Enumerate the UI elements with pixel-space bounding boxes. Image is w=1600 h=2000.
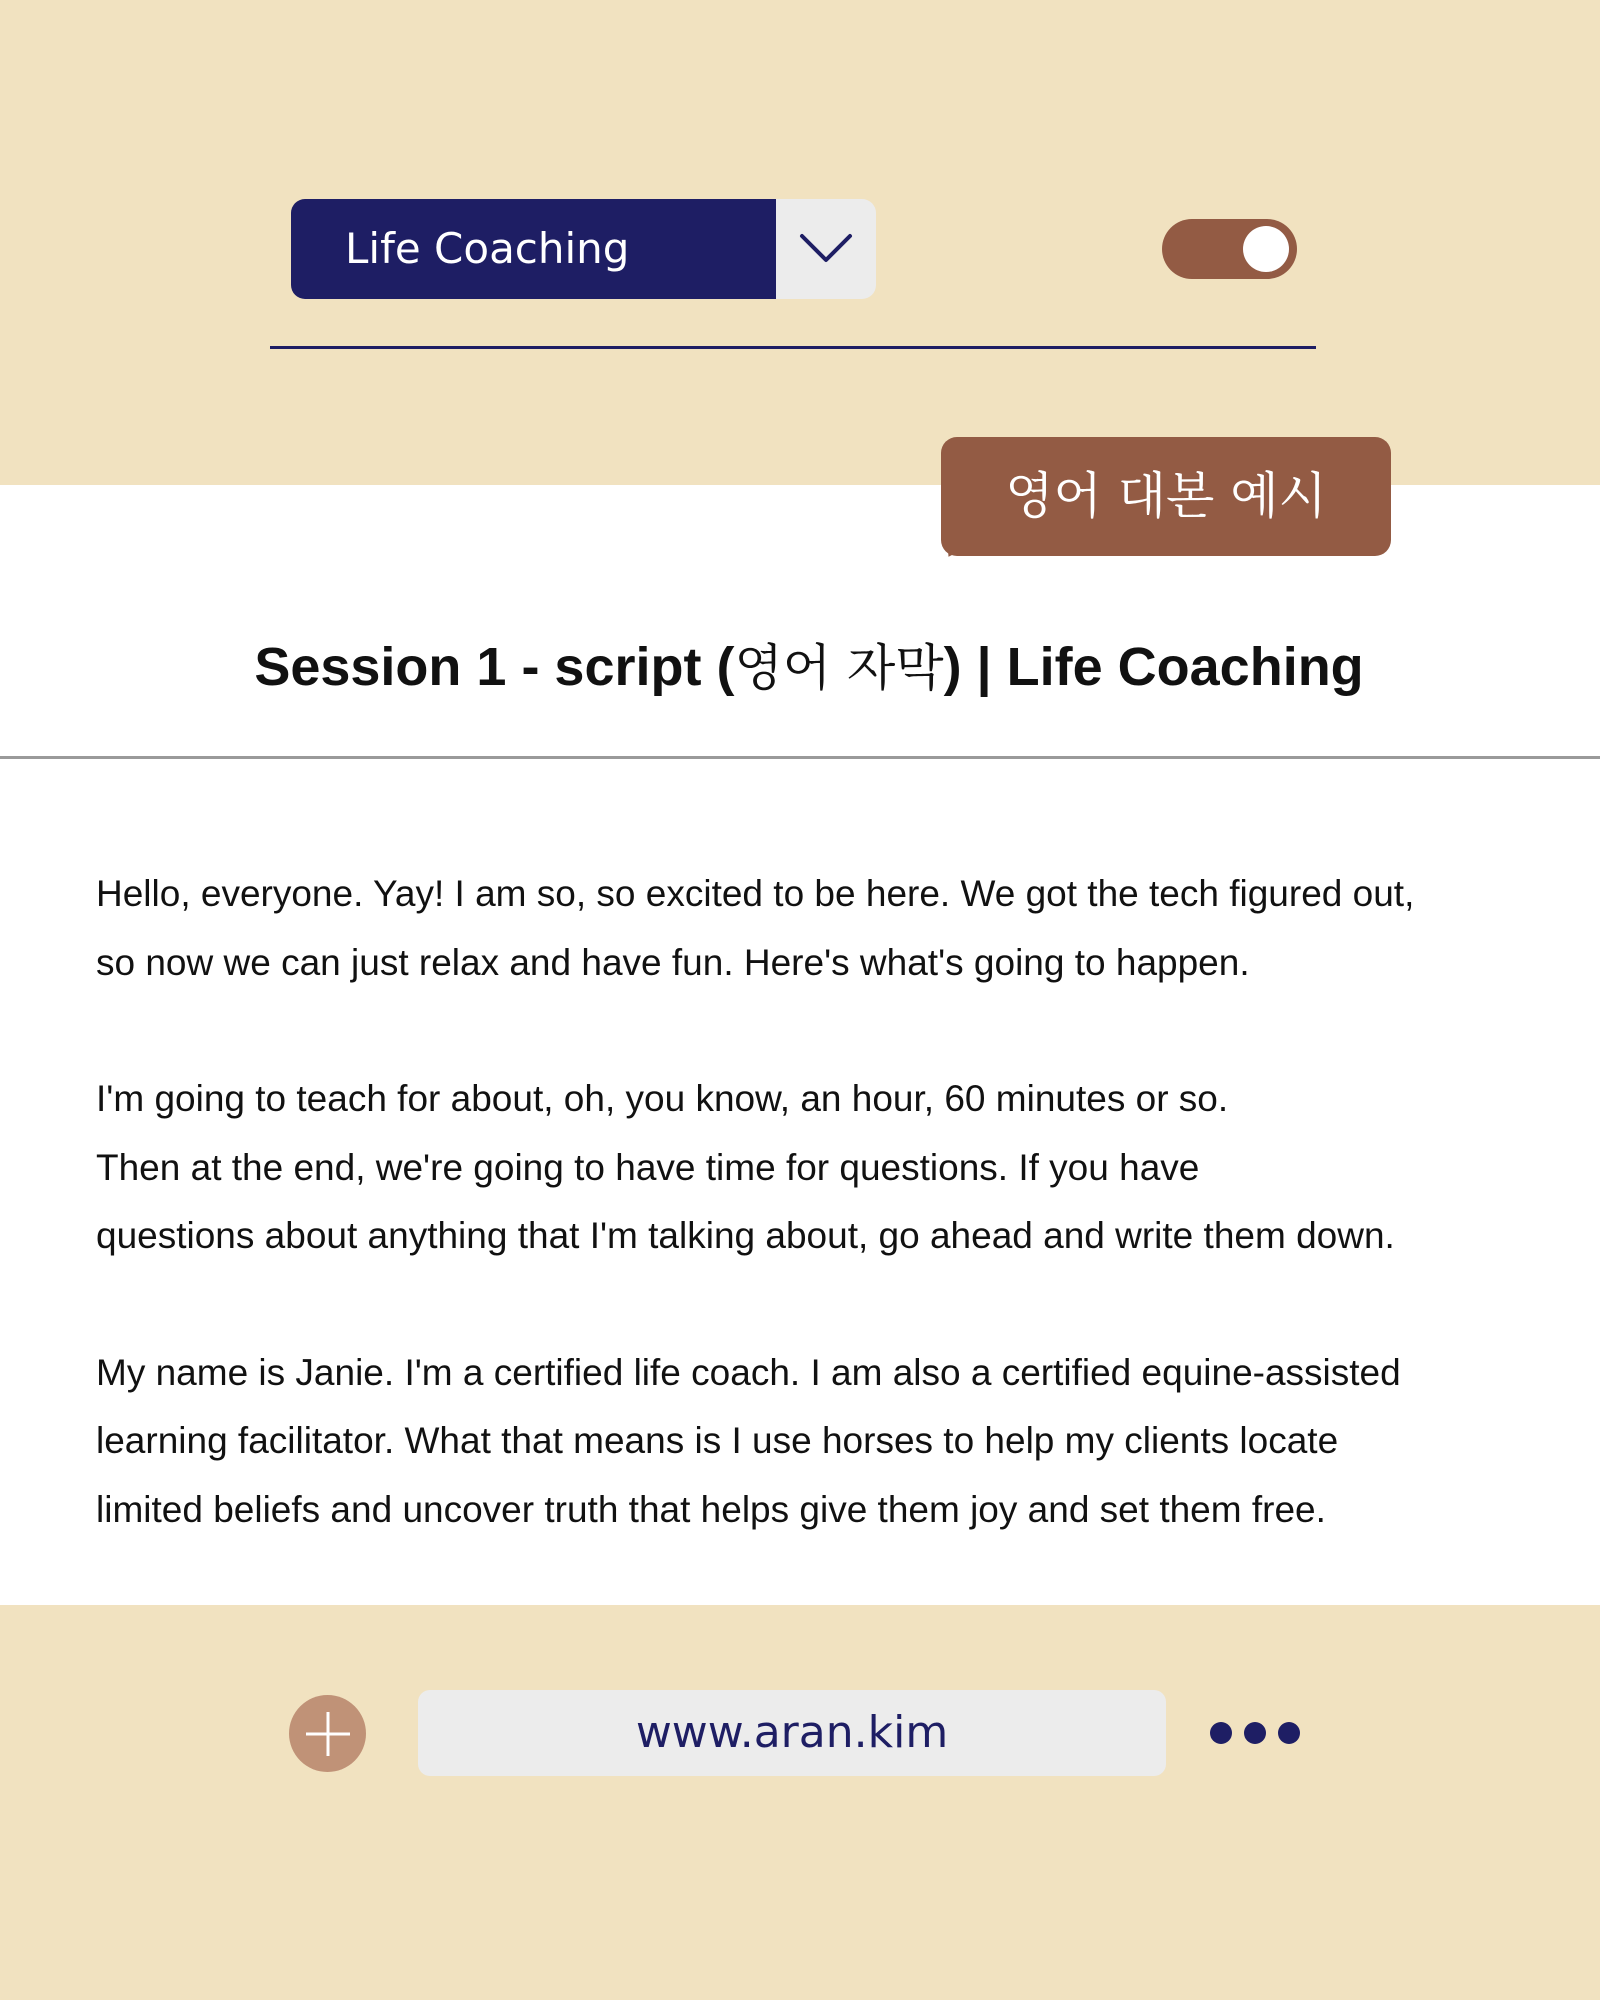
- example-badge: 영어 대본 예시: [941, 437, 1391, 556]
- chevron-down-icon[interactable]: [776, 199, 876, 299]
- header-divider: [270, 346, 1316, 349]
- title-prefix: Session 1 - script (: [254, 637, 735, 697]
- toggle-knob: [1243, 226, 1289, 272]
- page-title: [0, 628, 1600, 700]
- category-dropdown[interactable]: [291, 199, 876, 299]
- add-button[interactable]: [289, 1695, 366, 1772]
- script-body: [96, 860, 1576, 1612]
- paragraph: [96, 1065, 1576, 1271]
- title-korean: 영어 자막: [734, 639, 944, 697]
- script-line: Then at the end, we're going to have time for questions. If you have: [96, 1146, 1200, 1188]
- script-line: so now we can just relax and have fun. Here's what's going to happen.: [96, 941, 1250, 983]
- title-suffix: ) | Life Coaching: [943, 637, 1364, 697]
- plus-icon: [303, 1709, 353, 1759]
- paragraph: [96, 860, 1576, 997]
- category-dropdown-label: Life Coaching: [291, 199, 776, 299]
- script-line: limited beliefs and uncover truth that helps give them joy and set them free.: [96, 1488, 1326, 1530]
- paragraph: [96, 1339, 1576, 1545]
- script-line: learning facilitator. What that means is I use horses to help my clients locate: [96, 1420, 1339, 1461]
- footer-band: [0, 1605, 1600, 2000]
- script-line: questions about anything that I'm talking about, go ahead and write them down.: [96, 1215, 1395, 1256]
- dot: [1244, 1722, 1266, 1744]
- title-divider: [0, 756, 1600, 759]
- script-line: I'm going to teach for about, oh, you know, an hour, 60 minutes or so.: [96, 1078, 1229, 1119]
- header-band: [0, 0, 1600, 485]
- more-dots-icon[interactable]: [1210, 1719, 1300, 1747]
- dot: [1278, 1722, 1300, 1744]
- script-line: Hello, everyone. Yay! I am so, so excited to be here. We got the tech figured out,: [96, 873, 1415, 914]
- script-line: My name is Janie. I'm a certified life coach. I am also a certified equine-assisted: [96, 1351, 1401, 1393]
- url-field[interactable]: www.aran.kim: [418, 1690, 1166, 1776]
- dot: [1210, 1722, 1232, 1744]
- toggle-switch[interactable]: [1162, 219, 1297, 279]
